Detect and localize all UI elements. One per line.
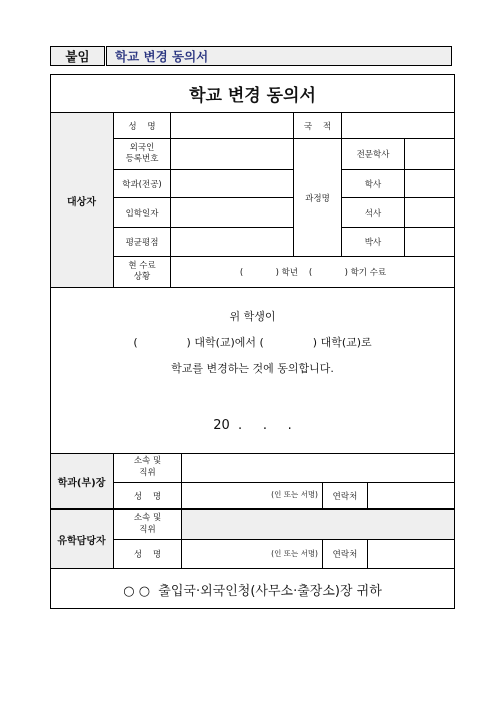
consent-line-2: ( ) 대학(교)에서 ( ) 대학(교)로 [133,336,372,349]
addressee-row [50,569,455,609]
program-associate-checkbox[interactable] [405,139,455,169]
program-master-label: 석사 [364,208,382,219]
subject-section-label: 대상자 [67,196,96,208]
nationality-label: 국 적 [303,121,332,132]
header-title-box [106,46,452,66]
intl-officer-sign-label: (인 또는 서명) [271,549,318,558]
admission-date-field[interactable] [171,198,293,227]
dept-head-contact-label: 연락처 [332,491,358,502]
consent-line-1: 위 학생이 [229,310,276,323]
dept-head-affiliation-label: 소속 및 직위 [133,456,162,478]
intl-officer-affiliation-label: 소속 및 직위 [133,512,162,535]
dept-head-contact-field[interactable] [368,483,455,508]
nationality-field[interactable] [342,113,455,138]
dept-head-sign-label: (인 또는 서명) [271,490,318,499]
name-label: 성 명 [128,121,156,132]
completion-status-field[interactable]: ( ) 학년 ( ) 학기 수료 [239,268,387,278]
consent-statement [50,288,455,453]
admission-date-label: 입학일자 [125,208,159,219]
gpa-label: 평균평점 [125,238,159,248]
dept-head-affiliation-field[interactable] [182,454,455,482]
gpa-field[interactable] [171,228,293,256]
program-doctorate-checkbox[interactable] [405,228,455,256]
intl-officer-name-label: 성 명 [133,550,162,560]
form-title: 학교 변경 동의서 [189,85,316,106]
consent-date: 20 . . . [213,417,292,433]
intl-officer-section-label: 유학담당자 [57,535,106,547]
program-doctorate-label: 박사 [364,238,382,248]
completion-status-label: 현 수료 상황 [128,260,156,282]
registration-number-label: 외국인 등록번호 [125,142,159,164]
program-associate-label: 전문학사 [356,150,390,160]
major-field[interactable] [171,170,293,197]
intl-officer-name-field[interactable] [182,540,322,568]
registration-number-field[interactable] [171,139,293,169]
program-label: 과정명 [305,193,330,204]
header-title: 학교 변경 동의서 [115,49,209,64]
addressee: ○ ○ 출입국·외국인청(사무소·출장소)장 귀하 [123,583,382,599]
attachment-badge-text: 붙임 [65,49,90,64]
name-field[interactable] [171,113,293,138]
consent-form [50,74,455,609]
intl-officer-contact-label: 연락처 [332,550,358,560]
intl-officer-affiliation-field[interactable] [182,510,455,539]
program-master-checkbox[interactable] [405,198,455,227]
program-bachelor-checkbox[interactable] [405,170,455,197]
major-label: 학과(전공) [122,179,162,190]
dept-head-name-label: 성 명 [133,491,162,502]
consent-line-3: 학교를 변경하는 것에 동의합니다. [171,362,334,375]
attachment-badge [50,46,105,66]
form-title-row [50,74,455,112]
intl-officer-contact-field[interactable] [368,540,455,568]
dept-head-name-field[interactable] [182,483,322,508]
dept-head-section-label: 학과(부)장 [57,477,106,489]
program-bachelor-label: 학사 [364,179,382,190]
